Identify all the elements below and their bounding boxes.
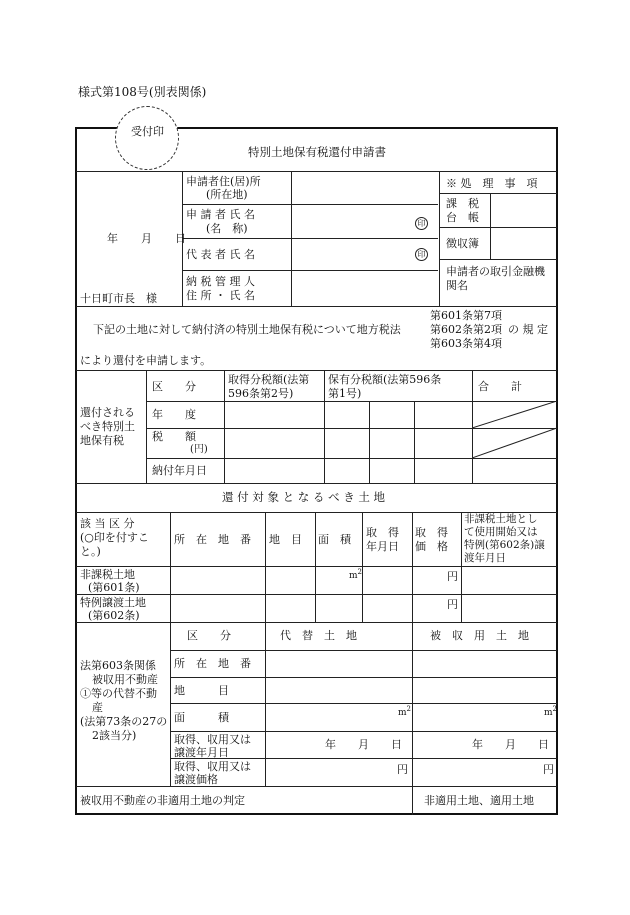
header-area: 面 積 [318,533,351,546]
row-tax-exempt-land: 非課税土地 [80,568,135,581]
refund-side-label: 還付される [80,406,135,419]
seal-mark: 印 [415,248,428,261]
date-placeholder: 年 月 日 [472,738,549,751]
row-transaction-price: 取得、収用又は [174,760,251,773]
row-tax-amount-unit: (円) [190,444,208,455]
header-acquisition-tax-sub: 596条第2号) [228,387,294,400]
header-start-date-sub: 渡年月日 [464,552,506,564]
unit-square-meter: $m^2$ [349,568,363,581]
article-603: 第603条第4項 [430,337,502,350]
form-number: 様式第108号(別表関係) [78,85,207,99]
row-transaction-date: 取得、収用又は [174,733,251,746]
refund-side-label: べき特別土 [80,420,135,433]
applicant-address-sublabel: (所在地) [206,188,248,201]
article-603-side-label: (法第73条の27の [80,715,168,728]
row-area: 面 積 [174,711,229,724]
header-holding-tax-sub: 第1号) [328,387,362,400]
representative-name-label: 代 表 者 氏 名 [186,248,255,261]
mayor-address: 十日町市長 様 [80,292,157,305]
header-replacement-land: 代 替 土 地 [280,629,357,642]
seal-mark: 印 [415,217,428,230]
row-tax-exempt-land-article: (第601条) [88,581,140,594]
unit-yen: 円 [447,598,458,611]
article-602: 第602条第2項 [430,323,502,336]
applicant-address-field[interactable] [291,172,438,204]
article-601: 第601条第7項 [430,309,502,322]
tax-administrator-label: 納 税 管 理 人 [186,275,255,288]
date-placeholder: 年 月 日 [325,738,402,751]
row-location: 所 在 地 番 [174,657,251,670]
form-title: 特別土地保有税還付申請書 [248,145,386,159]
header-holding-tax: 保有分税額(法第596条 [328,373,442,386]
applicant-name-label: 申 請 者 氏 名 [186,208,255,221]
row-transaction-price-sub: 譲渡価格 [174,773,218,786]
tax-administrator-field[interactable] [291,271,438,305]
bank-label: 申請者の取引金融機 [446,265,545,278]
article-603-side-label: 被収用不動産 [92,673,158,686]
statement-line-2: により還付を申請します。 [80,354,212,367]
collection-book-label: 徴収簿 [446,237,479,250]
header-acquisition-date-sub: 年月日 [366,540,399,553]
date-label: 年 月 日 [107,232,192,245]
stamp-label: 受付印 [131,125,164,138]
unit-yen: 円 [447,570,458,583]
row-land-type: 地 目 [174,684,229,697]
article-603-side-label: 産 [92,701,103,714]
tax-ledger-label: 課 税 [446,197,479,210]
header-total: 合 計 [478,380,522,393]
judgment-label: 被収用不動産の非適用土地の判定 [80,794,245,807]
bank-sublabel: 関名 [446,279,468,292]
header-land-type: 地 目 [269,533,302,546]
header-acquisition-date: 取 得 [366,526,399,539]
land-section-header: 還 付 対 象 と な る べ き 土 地 [222,490,386,504]
processing-header: ※ 処 理 事 項 [446,177,538,190]
unit-yen: 円 [543,763,554,776]
header-acquisition-price-sub: 価 格 [415,540,448,553]
total-column-strike [472,401,557,458]
header-applicable-category-note: (○印を付すこ [80,531,149,544]
row-special-transfer-land-article: (第602条) [88,609,140,622]
article-603-side-label: 2該当分) [92,729,137,742]
row-payment-date: 納付年月日 [152,464,207,477]
article-603-side-label: 法第603条関係 [80,659,156,672]
applicant-address-label: 申請者住(居)所 [186,175,261,188]
reception-stamp-area [115,106,179,170]
header-applicable-category-note: と。) [80,545,101,558]
header-start-date-sub: 特例(第602条)譲 [464,539,545,551]
header-category: 区 分 [152,380,196,393]
statement-line-1: 下記の土地に対して納付済の特別土地保有税について地方税法 [93,323,401,336]
tax-administrator-sublabel: 住 所 ・ 氏 名 [186,289,255,302]
header-applicable-category: 該 当 区 分 [80,517,135,530]
unit-square-meter: $m^2$ [544,705,558,718]
header-acquisition-price: 取 得 [415,526,448,539]
header-start-date-sub: て使用開始又は [464,526,538,538]
judgment-value: 非適用土地、適用土地 [424,794,534,807]
header-category: 区 分 [187,629,231,642]
applicant-name-sublabel: (名 称) [206,222,248,235]
unit-square-meter: $m^2$ [398,705,412,718]
row-special-transfer-land: 特例譲渡土地 [80,596,146,609]
row-fiscal-year: 年 度 [152,408,196,421]
header-acquisition-tax: 取得分税額(法第 [228,373,310,386]
row-tax-amount: 税 額 [152,430,196,443]
article-603-side-label: ①等の代替不動 [80,687,157,700]
header-start-date: 非課税土地とし [464,513,538,525]
header-location: 所 在 地 番 [174,533,251,546]
header-expropriated-land: 被 収 用 土 地 [430,629,529,642]
refund-side-label: 地保有税 [80,434,124,447]
tax-ledger-sublabel: 台 帳 [446,211,479,224]
row-transaction-date-sub: 譲渡年月日 [174,746,229,759]
regulation-label: の 規 定 [508,323,548,336]
unit-yen: 円 [397,763,408,776]
